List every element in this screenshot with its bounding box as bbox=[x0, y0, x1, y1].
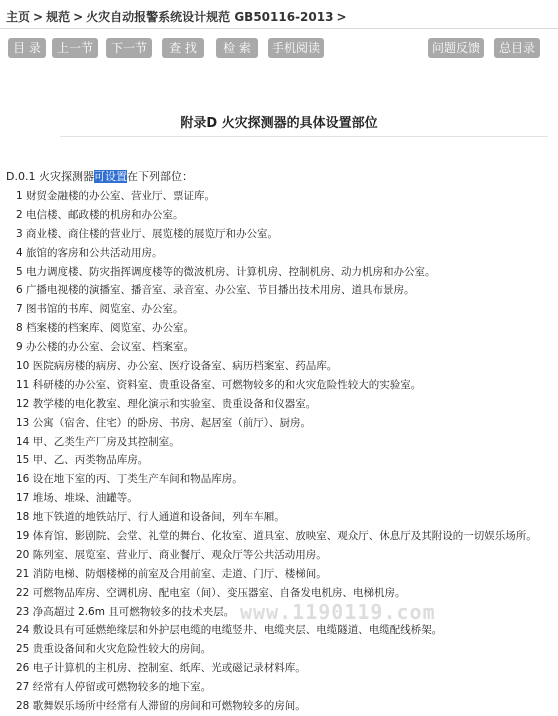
list-item: 23 净高超过 2.6m 且可燃物较多的技术夹层。 bbox=[16, 605, 235, 618]
breadcrumb bbox=[6, 8, 350, 25]
list-item: 7 图书馆的书库、阅览室、办公室。 bbox=[16, 303, 184, 316]
breadcrumb-separator: > bbox=[73, 10, 84, 24]
list-item: 1 财贸金融楼的办公室、营业厅、票证库。 bbox=[16, 190, 216, 202]
list-item: 9 办公楼的办公室、会议室、档案室。 bbox=[16, 341, 195, 354]
list-item: 28 歌舞娱乐场所中经常有人滞留的房间和可燃物较多的房间。 bbox=[16, 700, 306, 713]
list-item: 12 教学楼的电化教室、理化演示和实验室、贵重设备和仪器室。 bbox=[16, 397, 317, 410]
list-item: 10 医院病房楼的病房、办公室、医疗设备室、病历档案室、药品库。 bbox=[16, 360, 338, 373]
title-divider bbox=[60, 136, 548, 137]
list-item: 4 旅馆的客房和公共活动用房。 bbox=[16, 246, 163, 259]
breadcrumb-separator: > bbox=[336, 10, 347, 24]
toolbar bbox=[0, 38, 558, 60]
list-item: 21 消防电梯、防烟楼梯的前室及合用前室、走道、门厅、楼梯间。 bbox=[16, 567, 327, 580]
mobile-reading-button[interactable]: 手机阅读 bbox=[268, 38, 324, 58]
next-section-button[interactable]: 下一节 bbox=[106, 38, 152, 58]
clause-intro bbox=[6, 168, 193, 184]
breadcrumb-separator: > bbox=[33, 10, 44, 24]
all-catalog-button[interactable]: 总目录 bbox=[494, 38, 540, 58]
catalog-button[interactable]: 目 录 bbox=[8, 38, 46, 58]
clause-intro-text: D.0.1 火灾探测器 bbox=[6, 170, 94, 183]
list-item: 17 堆场、堆垛、油罐等。 bbox=[16, 492, 138, 505]
feedback-button[interactable]: 问题反馈 bbox=[428, 38, 484, 58]
list-item: 16 设在地下室的丙、丁类生产车间和物品库房。 bbox=[16, 473, 243, 486]
list-item: 19 体育馆、影剧院、会堂、礼堂的舞台、化妆室、道具室、放映室、观众厅、休息厅及其附设的一切娱乐场所。 bbox=[16, 530, 537, 543]
breadcrumb-home-link[interactable]: 主页 bbox=[6, 10, 31, 24]
list-item: 20 陈列室、展览室、营业厅、商业餐厅、观众厅等公共活动用房。 bbox=[16, 548, 327, 561]
page-title: 附录D 火灾探测器的具体设置部位 bbox=[180, 116, 378, 131]
list-item: 5 电力调度楼、防灾指挥调度楼等的微波机房、计算机房、控制机房、动力机房和办公室。 bbox=[16, 265, 436, 278]
selected-text[interactable]: 可设置 bbox=[93, 170, 127, 183]
list-item: 11 科研楼的办公室、资料室、贵重设备室、可燃物较多的和火灾危险性较大的实验室。 bbox=[16, 378, 422, 391]
list-item: 15 甲、乙、丙类物品库房。 bbox=[16, 454, 149, 467]
find-button[interactable]: 查 找 bbox=[162, 38, 204, 58]
header-divider bbox=[0, 28, 558, 29]
list-item: 22 可燃物品库房、空调机房、配电室（间）、变压器室、自备发电机房、电梯机房。 bbox=[16, 586, 406, 599]
breadcrumb-document-link[interactable]: 火灾自动报警系统设计规范 GB50116-2013 bbox=[86, 10, 334, 24]
list-item: 8 档案楼的档案库、阅览室、办公室。 bbox=[16, 322, 195, 335]
list-item: 26 电子计算机的主机房、控制室、纸库、光或磁记录材料库。 bbox=[16, 662, 306, 675]
search-button[interactable]: 检 索 bbox=[216, 38, 258, 58]
location-list bbox=[16, 187, 556, 716]
clause-intro-text: 在下列部位： bbox=[126, 170, 193, 183]
list-item: 27 经常有人停留或可燃物较多的地下室。 bbox=[16, 681, 212, 694]
list-item: 14 甲、乙类生产厂房及其控制室。 bbox=[16, 435, 180, 448]
prev-section-button[interactable]: 上一节 bbox=[52, 38, 98, 58]
breadcrumb-section-link[interactable]: 规范 bbox=[46, 10, 71, 24]
list-item: 6 广播电视楼的演播室、播音室、录音室、办公室、节目播出技术用房、道具布景房。 bbox=[16, 284, 415, 297]
list-item: 3 商业楼、商住楼的营业厅、展览楼的展览厅和办公室。 bbox=[16, 227, 279, 240]
watermark: www.1190119.com bbox=[240, 600, 436, 624]
list-item: 13 公寓（宿舍、住宅）的卧房、书房、起居室（前厅）、厨房。 bbox=[16, 416, 311, 429]
list-item: 18 地下铁道的地铁站厅、行人通道和设备间，列车车厢。 bbox=[16, 511, 285, 524]
list-item: 24 敷设具有可延燃绝缘层和外护层电缆的电缆竖井、电缆夹层、电缆隧道、电缆配线桥架。 bbox=[16, 624, 443, 637]
list-item: 2 电信楼、邮政楼的机房和办公室。 bbox=[16, 208, 184, 221]
list-item: 25 贵重设备间和火灾危险性较大的房间。 bbox=[16, 643, 212, 656]
